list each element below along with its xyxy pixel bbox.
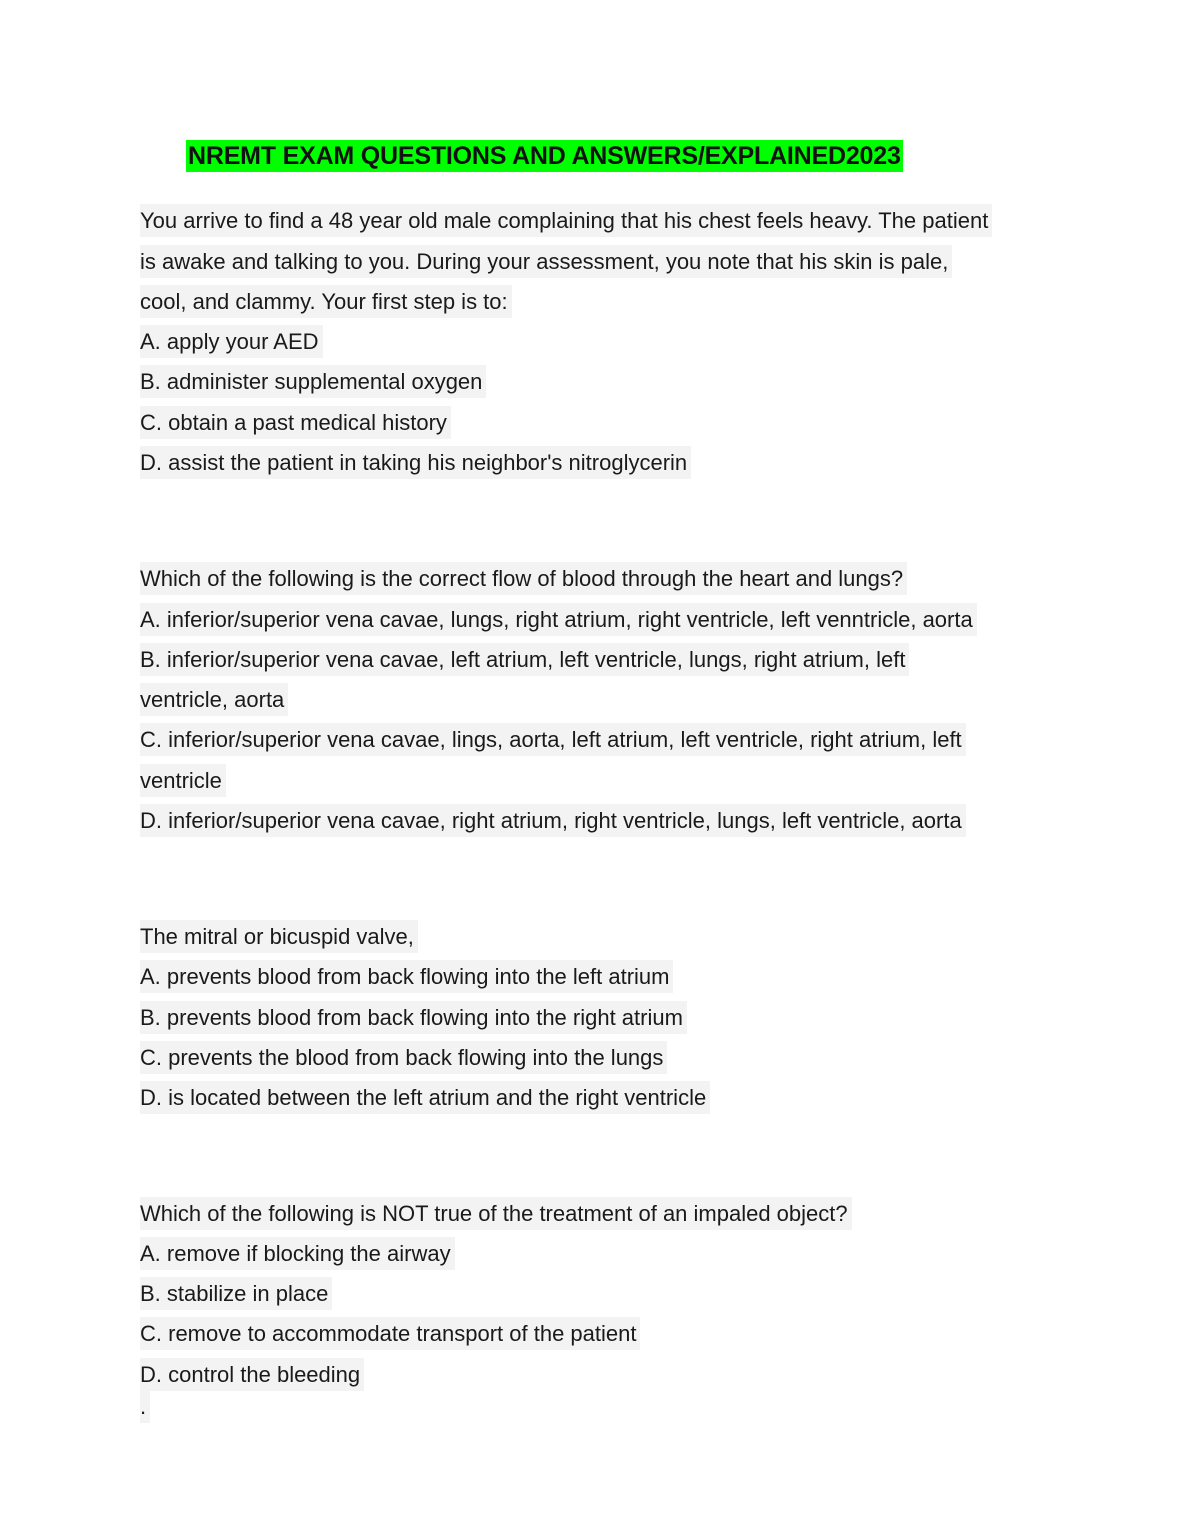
- q4-option-d: D. control the bleeding: [140, 1358, 364, 1391]
- q3-option-c: C. prevents the blood from back flowing into the lungs: [140, 1041, 667, 1074]
- q3-option-b: B. prevents blood from back flowing into the right atrium: [140, 1001, 687, 1034]
- q2-option-d: D. inferior/superior vena cavae, right atrium, right ventricle, lungs, left ventricle, aorta: [140, 804, 966, 837]
- q2-option-b: B. inferior/superior vena cavae, left atrium, left ventricle, lungs, right atrium, left: [140, 643, 909, 676]
- q3-option-a: A. prevents blood from back flowing into the left atrium: [140, 960, 673, 993]
- q1-stem-line-1: You arrive to find a 48 year old male complaining that his chest feels heavy. The patient: [140, 204, 992, 237]
- q3-option-d: D. is located between the left atrium and the right ventricle: [140, 1081, 710, 1114]
- q1-option-c: C. obtain a past medical history: [140, 406, 451, 439]
- q4-option-a: A. remove if blocking the airway: [140, 1237, 455, 1270]
- q4-option-c: C. remove to accommodate transport of the patient: [140, 1317, 640, 1350]
- q2-option-c-cont: ventricle: [140, 764, 226, 797]
- document-title: NREMT EXAM QUESTIONS AND ANSWERS/EXPLAINED2023: [188, 142, 901, 170]
- q1-stem-line-3: cool, and clammy. Your first step is to:: [140, 285, 512, 318]
- q4-stem: Which of the following is NOT true of the treatment of an impaled object?: [140, 1197, 852, 1230]
- q2-option-a: A. inferior/superior vena cavae, lungs, right atrium, right ventricle, left venntricle, aorta: [140, 603, 977, 636]
- trailing-period: .: [140, 1390, 150, 1423]
- q2-stem: Which of the following is the correct flow of blood through the heart and lungs?: [140, 562, 907, 595]
- q2-option-c: C. inferior/superior vena cavae, lings, aorta, left atrium, left ventricle, right atrium, left: [140, 723, 966, 756]
- q1-option-d: D. assist the patient in taking his neighbor's nitroglycerin: [140, 446, 691, 479]
- q1-stem-line-2: is awake and talking to you. During your assessment, you note that his skin is pale,: [140, 245, 952, 278]
- q2-option-b-cont: ventricle, aorta: [140, 683, 288, 716]
- q4-option-b: B. stabilize in place: [140, 1277, 332, 1310]
- q1-option-b: B. administer supplemental oxygen: [140, 365, 486, 398]
- q3-stem: The mitral or bicuspid valve,: [140, 920, 418, 953]
- q1-option-a: A. apply your AED: [140, 325, 323, 358]
